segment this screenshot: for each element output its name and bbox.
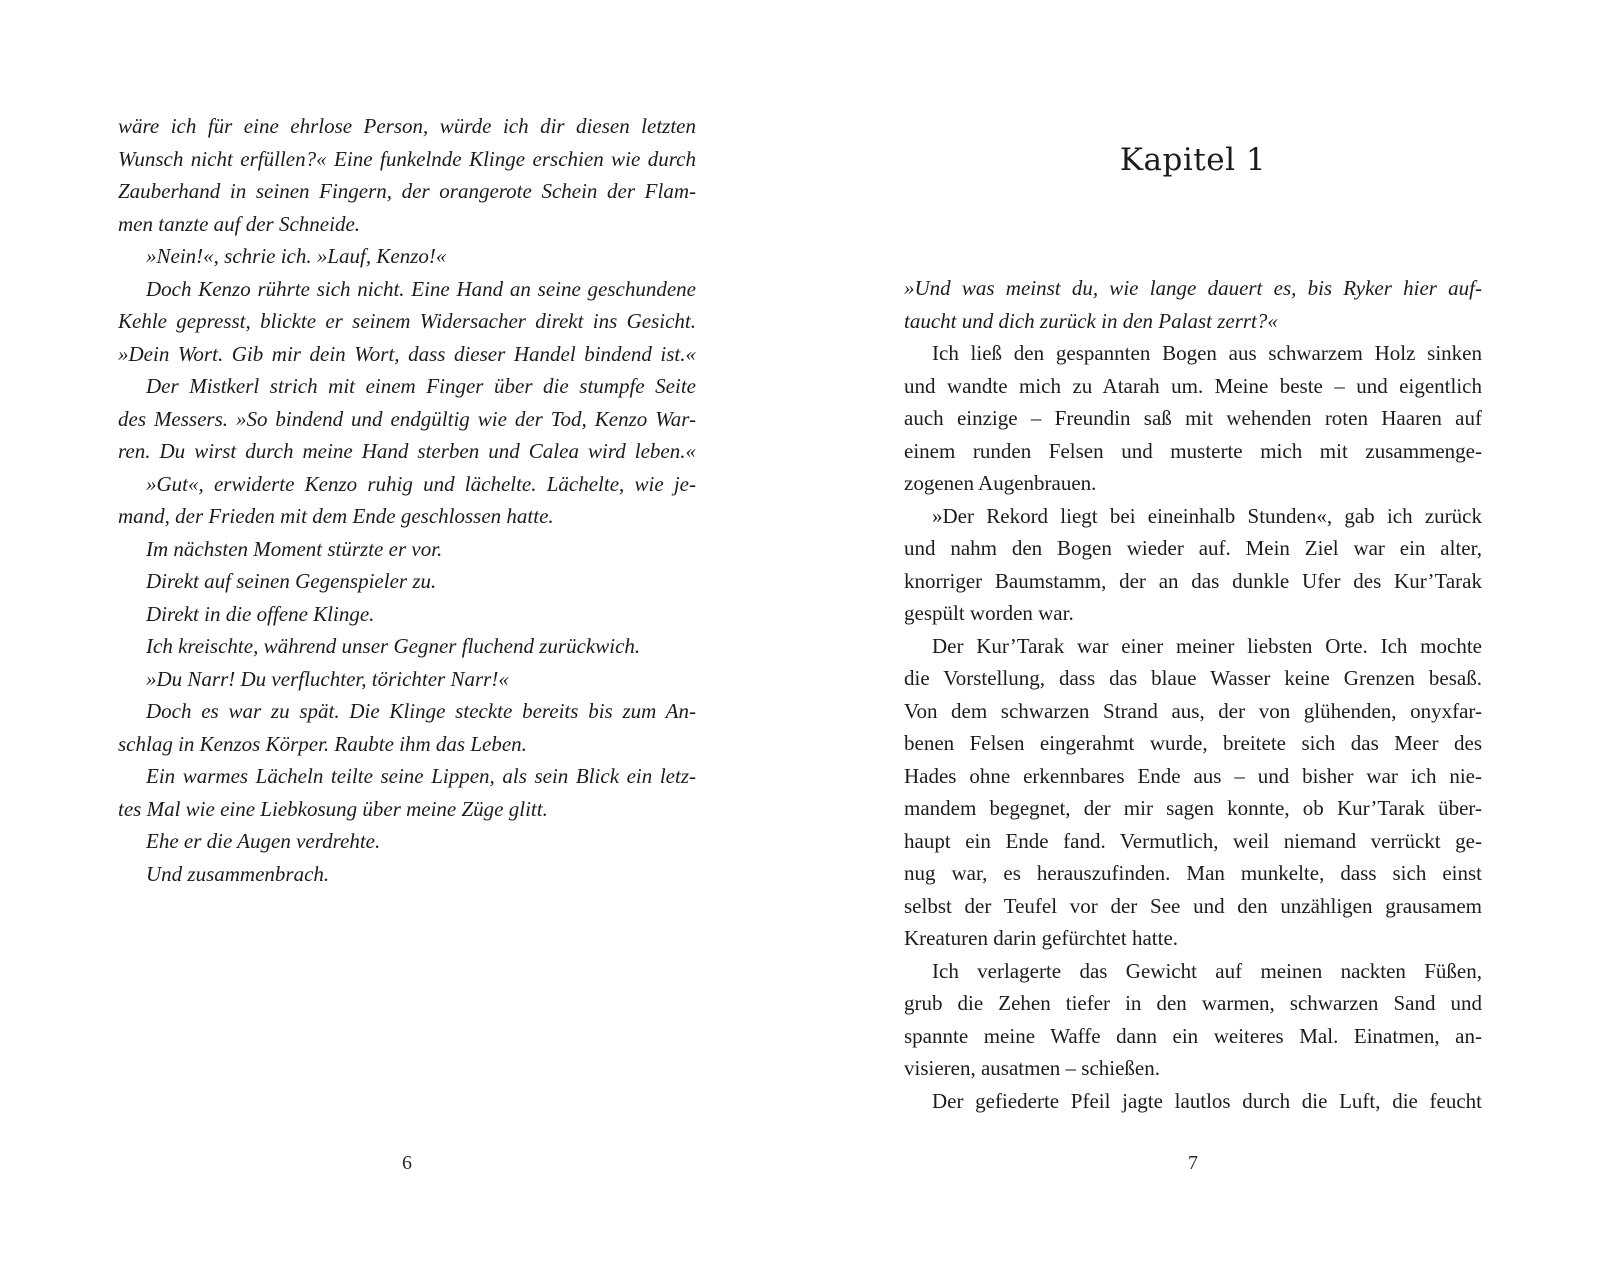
text-line: Im nächsten Moment stürzte er vor.: [146, 536, 443, 561]
text-line: men tanzte auf der Schneide.: [118, 211, 361, 236]
left-page-number: 6: [402, 1152, 412, 1174]
text-line: haupt ein Ende fand. Vermutlich, weil niemand verrückt ge-: [904, 828, 1482, 853]
text-line: taucht und dich zurück in den Palast zerrt?«: [904, 308, 1278, 333]
text-line: Direkt auf seinen Gegenspieler zu.: [146, 569, 437, 593]
text-line: zogenen Augenbrauen.: [904, 471, 1097, 495]
right-page-number: 7: [1188, 1152, 1198, 1174]
text-line: Kreaturen darin gefürchtet hatte.: [904, 926, 1179, 950]
text-line: die Vorstellung, dass das blaue Wasser keine Grenzen besaß.: [904, 666, 1482, 690]
text-line: »Und was meinst du, wie lange dauert es, bis Ryker hier auf-: [904, 276, 1482, 300]
text-line: Ich verlagerte das Gewicht auf meinen nackten Füßen,: [932, 958, 1482, 983]
text-line: mand, der Frieden mit dem Ende geschlossen hatte.: [118, 504, 554, 528]
text-line: nug war, es herauszufinden. Man munkelte, dass sich einst: [904, 861, 1482, 885]
text-line: Kehle gepresst, blickte er seinem Widersacher direkt ins Gesicht.: [118, 309, 696, 333]
text-line: und wandte mich zu Atarah um. Meine beste – und eigentlich: [904, 373, 1482, 398]
text-line: und nahm den Bogen wieder auf. Mein Ziel war ein alter,: [904, 536, 1482, 560]
text-line: Von dem schwarzen Strand aus, der von glühenden, onyxfar-: [904, 698, 1482, 723]
text-line: visieren, ausatmen – schießen.: [904, 1056, 1160, 1080]
text-line: spannte meine Waffe dann ein weiteres Mal. Einatmen, an-: [904, 1023, 1482, 1048]
text-line: Wunsch nicht erfüllen?« Eine funkelnde Klinge erschien wie durch: [118, 146, 696, 171]
text-line: auch einzige – Freundin saß mit wehenden roten Haaren auf: [904, 406, 1482, 430]
text-line: »Du Narr! Du verfluchter, törichter Narr!«: [146, 666, 509, 691]
text-line: tes Mal wie eine Liebkosung über meine Züge glitt.: [118, 796, 548, 821]
text-line: einem runden Felsen und musterte mich mit zusammenge-: [904, 438, 1482, 463]
text-line: wäre ich für eine ehrlose Person, würde ich dir diesen letzten: [118, 114, 696, 138]
text-line: Ein warmes Lächeln teilte seine Lippen, als sein Blick ein letz-: [146, 764, 696, 788]
text-line: Hades ohne erkennbares Ende aus – und bisher war ich nie-: [904, 763, 1482, 788]
text-line: »Dein Wort. Gib mir dein Wort, dass dieser Handel bindend ist.«: [118, 341, 696, 366]
text-line: »Gut«, erwiderte Kenzo ruhig und lächelte. Lächelte, wie je-: [146, 471, 696, 496]
chapter-heading: Kapitel 1: [1119, 142, 1267, 178]
text-line: selbst der Teufel vor der See und den unzähligen grausamem: [904, 893, 1482, 918]
text-line: schlag in Kenzos Körper. Raubte ihm das Leben.: [118, 731, 527, 756]
text-line: Der gefiederte Pfeil jagte lautlos durch die Luft, die feucht: [932, 1088, 1482, 1113]
text-line: mandem begegnet, der mir sagen konnte, ob Kur’Tarak über-: [904, 796, 1482, 820]
text-line: Direkt in die offene Klinge.: [146, 601, 375, 626]
text-line: Der Kur’Tarak war einer meiner liebsten Orte. Ich mochte: [932, 633, 1482, 658]
text-line: Doch es war zu spät. Die Klinge steckte bereits bis zum An-: [146, 699, 696, 723]
text-line: Doch Kenzo rührte sich nicht. Eine Hand an seine geschundene: [146, 276, 696, 301]
left-page-text: [118, 110, 696, 890]
right-page-text: [904, 272, 1482, 1117]
text-line: »Nein!«, schrie ich. »Lauf, Kenzo!«: [146, 244, 447, 268]
text-line: Und zusammenbrach.: [146, 861, 330, 886]
text-line: gespült worden war.: [904, 601, 1074, 625]
text-line: benen Felsen eingerahmt wurde, breitete sich das Meer des: [904, 731, 1482, 755]
text-line: Der Mistkerl strich mit einem Finger über die stumpfe Seite: [146, 374, 696, 398]
text-line: Ehe er die Augen verdrehte.: [146, 829, 381, 853]
text-line: grub die Zehen tiefer in den warmen, schwarzen Sand und: [904, 991, 1482, 1015]
text-line: Zauberhand in seinen Fingern, der orangerote Schein der Flam-: [118, 179, 696, 203]
text-line: des Messers. »So bindend und endgültig wie der Tod, Kenzo War-: [118, 406, 696, 431]
text-line: »Der Rekord liegt bei eineinhalb Stunden«, gab ich zurück: [932, 503, 1482, 528]
text-line: Ich ließ den gespannten Bogen aus schwarzem Holz sinken: [932, 341, 1482, 365]
text-line: knorriger Baumstamm, der an das dunkle Ufer des Kur’Tarak: [904, 568, 1482, 593]
text-line: ren. Du wirst durch meine Hand sterben und Calea wird leben.«: [118, 439, 696, 463]
text-line: Ich kreischte, während unser Gegner fluchend zurückwich.: [146, 634, 641, 658]
